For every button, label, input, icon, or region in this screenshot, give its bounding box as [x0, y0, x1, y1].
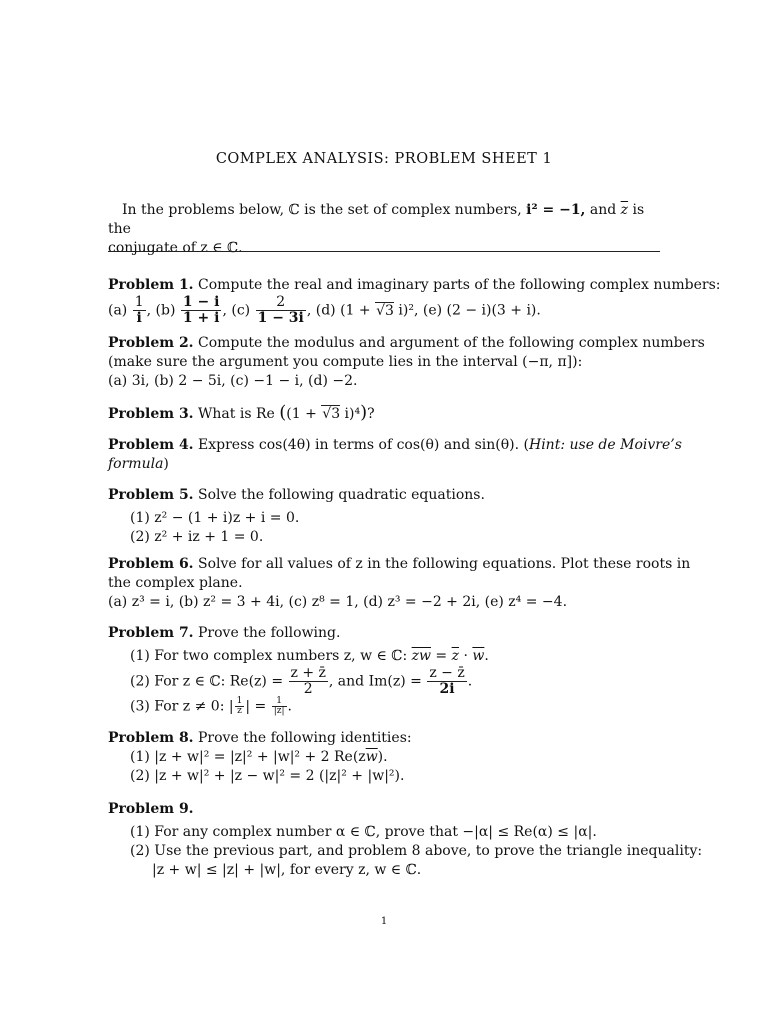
list-item: |z + w| ≤ |z| + |w|, for every z, w ∈ ℂ.	[152, 861, 422, 878]
problem-label: Problem 5.	[108, 487, 194, 503]
problem-3: Problem 3. What is Re ((1 + √3 i)⁴)?	[108, 402, 375, 423]
fraction: $\frac{1 - i}{1 + i}$	[182, 294, 220, 326]
problem-8: Problem 8. Prove the following identities: (1) |z + w|² = |z|² + |w|² + 2 $Re(z\overline{w})$. (2) |z + w|² + |z − w|² = 2 (|z|² + |w|²).	[108, 729, 664, 786]
list-item: (3) For z ≠ 0: | $\frac{1}{z}$ | = $\frac{1}{|z|}$ .	[130, 696, 292, 716]
page-number: 1	[380, 916, 388, 927]
intro-line-1: In the problems below, ℂ is the set of complex numbers, i² = −1, and $\overline{z}$ is the	[108, 202, 645, 237]
fraction: $\frac{z - z̄}{2i}$	[429, 665, 465, 697]
problem-label: Problem 7.	[108, 625, 194, 641]
problem-text: Compute the real and imaginary parts of the following complex numbers:	[198, 277, 721, 293]
problem-7: Problem 7. Prove the following. (1) For two complex numbers z, w ∈ ℂ: $\overline{zw} = \overline{z} \cdot \overline{w}$. (2) For z ∈ ℂ: Re(z) = $\frac{z + z̄}{2}$ , and Im(z) = $\frac{z - z̄}{2i}$ . (3) For z ≠ 0: | $\frac{1}{z}$ | = $\frac{1}{|z|}$ .	[108, 624, 664, 717]
problem-label: Problem 6.	[108, 556, 194, 572]
list-item: (2) For z ∈ ℂ: Re(z) = $\frac{z + z̄}{2}$ , and Im(z) = $\frac{z - z̄}{2i}$ .	[130, 665, 473, 697]
intro-paragraph	[108, 201, 660, 258]
fraction: $\frac{1}{|z|}$	[273, 696, 285, 716]
problem-label: Problem 2.	[108, 335, 194, 351]
horizontal-rule	[108, 251, 660, 252]
list-item: (1) |z + w|² = |z|² + |w|² + 2 $Re(z\overline{w})$.	[130, 748, 388, 765]
fraction: $\frac{z + z̄}{2}$	[290, 665, 326, 697]
fraction: $\frac{1}{i}$	[134, 294, 144, 326]
list-item: (1) z² − (1 + i)z + i = 0.	[130, 510, 300, 526]
problem-6: Problem 6. Solve for all values of z in the following equations. Plot these roots in the complex plane. (a) z³ = i, (b) z² = 3 + 4i, (c) z⁸ = 1, (d) z³ = −2 + 2i, (e) z⁴ = −4.	[108, 556, 691, 610]
problems-list	[108, 276, 721, 888]
page-title: COMPLEX ANALYSIS: PROBLEM SHEET 1	[215, 151, 553, 167]
problem-label: Problem 4.	[108, 437, 194, 453]
fraction: $\frac{1}{z}$	[236, 696, 243, 716]
problem-2: Problem 2. Compute the modulus and argument of the following complex numbers (make sure the argument you compute lies in the interval (−π, π]): (a) 3i, (b) 2 − 5i, (c) −1 − i, (d) −2.	[108, 335, 705, 389]
problem-1: Problem 1. Compute the real and imaginary parts of the following complex numbers: (a) $\frac{1}{i}$ , (b) $\frac{1 - i}{1 + i}$ , (c) $\frac{2}{1 - 3i}$ , (d) (1 + √3 i)², (e) (2 − i)(3 + i).	[108, 277, 721, 326]
problem-5: Problem 5. Solve the following quadratic equations. (1) z² − (1 + i)z + i = 0. (2) z² + iz + 1 = 0.	[108, 486, 664, 547]
problem-label: Problem 1.	[108, 277, 194, 293]
list-item: (1) For any complex number α ∈ ℂ, prove that −|α| ≤ Re(α) ≤ |α|.	[130, 823, 597, 840]
fraction: $\frac{2}{1 - 3i}$	[257, 294, 304, 326]
list-item: (1) For two complex numbers z, w ∈ ℂ: $\overline{zw} = \overline{z} \cdot \overline{w}$.	[130, 648, 489, 664]
problem-label: Problem 3.	[108, 406, 194, 422]
problem-4: Problem 4. Express cos(4θ) in terms of cos(θ) and sin(θ). (Hint: use de Moivre’s formula)	[108, 437, 682, 472]
list-item: (2) Use the previous part, and problem 8 above, to prove the triangle inequality:	[130, 842, 703, 859]
problem-9	[108, 800, 703, 880]
problem-label: Problem 9.	[108, 800, 194, 817]
list-item: (2) |z + w|² + |z − w|² = 2 (|z|² + |w|²).	[130, 767, 405, 784]
list-item: (2) z² + iz + 1 = 0.	[130, 529, 264, 545]
intro-line-2: conjugate of z ∈ ℂ.	[108, 240, 243, 256]
problem-label: Problem 8.	[108, 729, 194, 746]
